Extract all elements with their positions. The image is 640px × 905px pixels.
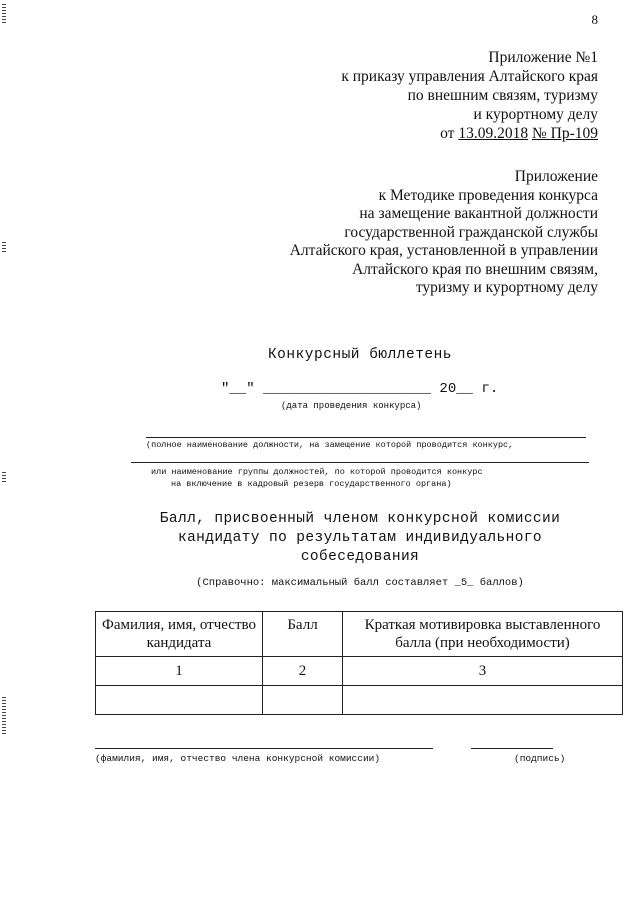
margin-mark <box>2 695 8 736</box>
signature-line <box>471 748 553 749</box>
heading-line: собеседования <box>300 549 420 565</box>
order-line <box>238 124 598 143</box>
score-heading <box>0 510 640 567</box>
header-fio: Фамилия, имя, отчество кандидата <box>96 612 263 657</box>
appendix1-line: и курортному делу <box>473 106 598 123</box>
column-number: 2 <box>263 657 343 686</box>
heading-line: Балл, присвоенный членом конкурсной комиссии <box>159 511 561 527</box>
header-motivation: Краткая мотивировка выставленного балла (при необходимости) <box>343 612 623 657</box>
position-caption: (полное наименование должности, на замещение которой проводится конкурс, <box>146 440 514 450</box>
position-caption: или наименование группы должностей, по которой проводится конкурс <box>151 467 483 477</box>
margin-mark <box>2 240 8 254</box>
margin-mark <box>2 2 8 25</box>
appendix2-line: Алтайского края по внешним связям, <box>352 260 598 278</box>
order-date: 13.09.2018 <box>458 125 529 142</box>
appendix2-line: государственной гражданской службы <box>344 223 598 241</box>
appendix2-line: туризму и курортному делу <box>415 279 598 296</box>
appendix2-block <box>218 168 598 298</box>
order-prefix: от <box>440 125 459 142</box>
heading-line: кандидату по результатам индивидуального <box>177 530 543 546</box>
position-line <box>146 437 586 438</box>
appendix2-line: на замещение вакантной должности <box>359 205 598 222</box>
table-cell-fio[interactable] <box>96 686 263 715</box>
position-caption: на включение в кадровый резерв государственного органа) <box>171 479 452 489</box>
page-number: 8 <box>591 12 598 27</box>
appendix1-block <box>238 48 598 143</box>
appendix2-line: к Методике проведения конкурса <box>378 186 598 204</box>
score-table <box>95 611 623 715</box>
appendix2-line: Приложение <box>514 168 598 185</box>
name-signature-line <box>95 748 433 749</box>
name-caption: (фамилия, имя, отчество члена конкурсной комиссии) <box>95 753 381 764</box>
column-number: 3 <box>343 657 623 686</box>
table-number-row <box>96 657 623 686</box>
table-header-row <box>96 612 623 657</box>
max-score-note: (Справочно: максимальный балл составляет _5_ баллов) <box>196 577 524 589</box>
appendix1-line: Приложение №1 <box>488 49 598 66</box>
appendix2-line: Алтайского края, установленной в управлении <box>289 242 598 259</box>
table-row <box>96 686 623 715</box>
order-number: № Пр-109 <box>531 125 598 142</box>
column-number: 1 <box>96 657 263 686</box>
appendix1-line: по внешним связям, туризму <box>407 87 598 104</box>
signature-caption: (подпись) <box>514 753 566 764</box>
appendix1-line: к приказу управления Алтайского края <box>341 68 598 85</box>
table-cell-motivation[interactable] <box>343 686 623 715</box>
header-score: Балл <box>263 612 343 657</box>
bulletin-title: Конкурсный бюллетень <box>267 347 453 363</box>
date-line: "__" ____________________ 20__ г. <box>221 381 499 397</box>
date-caption: (дата проведения конкурса) <box>281 401 422 411</box>
margin-mark <box>2 470 8 484</box>
position-line <box>131 462 589 463</box>
table-cell-score[interactable] <box>263 686 343 715</box>
